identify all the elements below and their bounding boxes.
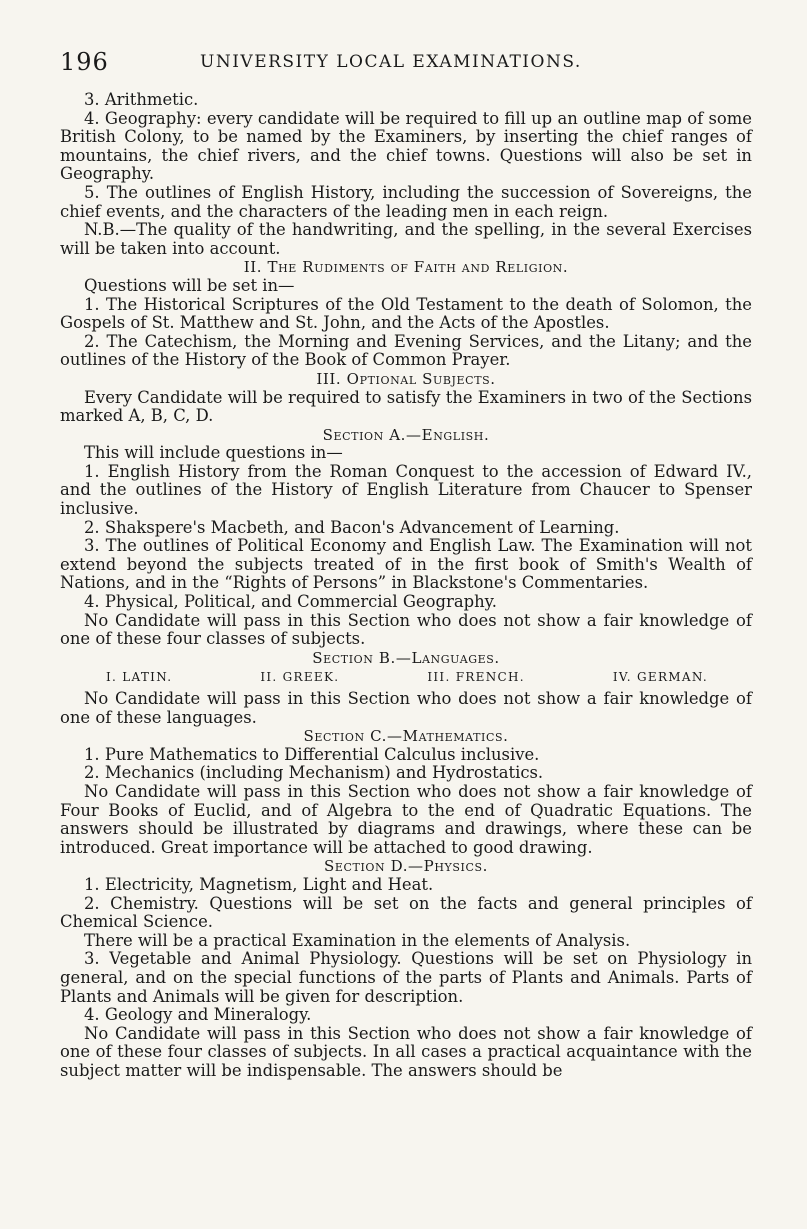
paragraph: 4. Physical, Political, and Commercial Geography. [84, 592, 497, 612]
paragraph: N.B.—The quality of the handwriting, and the spelling, in the several Exercises will be taken into account. [60, 220, 752, 258]
paragraph: 3. Arithmetic. [84, 90, 199, 109]
paragraph: No Candidate will pass in this Section who does not show a fair knowledge of Four Books of Euclid, and of Algebra to the end of Quadratic Equations. The answers should be illustrated by diagrams and drawings, where these can be introduced. Great importance will be attached to good drawing. [60, 781, 752, 857]
paragraph: 2. Mechanics (including Mechanism) and Hydrostatics. [84, 763, 544, 783]
section-heading: Section A.—English. [322, 425, 490, 444]
language-item: II. GREEK. [260, 670, 340, 685]
section-heading: Section D.—Physics. [323, 857, 489, 876]
page-header [60, 48, 780, 78]
paragraph: 2. Chemistry. Questions will be set on the facts and general principles of Chemical Science. [60, 893, 752, 932]
running-title: UNIVERSITY LOCAL EXAMINATIONS. [200, 52, 582, 72]
paragraph: No Candidate will pass in this Section who does not show a fair knowledge of one of these languages. [60, 689, 752, 727]
paragraph: 1. Electricity, Magnetism, Light and Heat. [84, 874, 434, 894]
paragraph: 1. The Historical Scriptures of the Old Testament to the death of Solomon, the Gospels of St. Matthew and St. John, and the Acts of the Apostles. [60, 294, 752, 333]
section-heading: II. The Rudiments of Faith and Religion. [243, 258, 569, 277]
paragraph: No Candidate will pass in this Section who does not show a fair knowledge of one of these four classes of subjects. In all cases a practical acquaintance with the subject matter will be indispensable. The answers should be [60, 1023, 752, 1080]
paragraph: There will be a practical Examination in the elements of Analysis. [84, 930, 631, 950]
paragraph: This will include questions in— [84, 443, 343, 463]
paragraph: 2. The Catechism, the Morning and Evening Services, and the Litany; and the outlines of the History of the Book of Common Prayer. [60, 331, 752, 370]
language-list [60, 667, 752, 690]
language-item: IV. GERMAN. [612, 670, 708, 685]
paragraph: 5. The outlines of English History, including the succession of Sovereigns, the chief events, and the characters of the leading men in each reign. [60, 182, 752, 221]
section-heading: Section B.—Languages. [312, 648, 500, 667]
paragraph: 1. Pure Mathematics to Differential Calculus inclusive. [84, 744, 540, 764]
language-item: III. FRENCH. [427, 670, 525, 685]
paragraph: 3. The outlines of Political Economy and English Law. The Examination will not extend beyond the subjects treated of in the first book of Smith's Wealth of Nations, and in the “Rights of Persons” in Blackstone's Commentaries. [60, 536, 752, 593]
paragraph: Questions will be set in— [84, 275, 295, 295]
text-body [60, 91, 752, 1080]
paragraph: Every Candidate will be required to satisfy the Examiners in two of the Sections marked A, B, C, D. [60, 387, 752, 426]
paragraph: 3. Vegetable and Animal Physiology. Questions will be set on Physiology in general, and on the special functions of the parts of Plants and Animals. Parts of Plants and Animals will be given for description. [60, 949, 752, 1006]
paragraph: 4. Geography: every candidate will be required to fill up an outline map of some British Colony, to be named by the Examiners, by inserting the chief ranges of mountains, the chief rivers, and the chief towns. Questions will also be set in Geography. [60, 108, 752, 184]
section-heading: III. Optional Subjects. [316, 369, 496, 388]
paragraph: 2. Shakspere's Macbeth, and Bacon's Advancement of Learning. [84, 517, 620, 537]
page-number: 196 [60, 48, 109, 76]
paragraph: 4. Geology and Mineralogy. [84, 1005, 312, 1025]
language-item: I. LATIN. [106, 670, 173, 685]
section-heading: Section C.—Mathematics. [303, 727, 509, 746]
paragraph: 1. English History from the Roman Conquest to the accession of Edward IV., and the outlines of the History of English Literature from Chaucer to Spenser inclusive. [60, 461, 752, 519]
paragraph: No Candidate will pass in this Section who does not show a fair knowledge of one of these four classes of subjects. [60, 610, 752, 649]
